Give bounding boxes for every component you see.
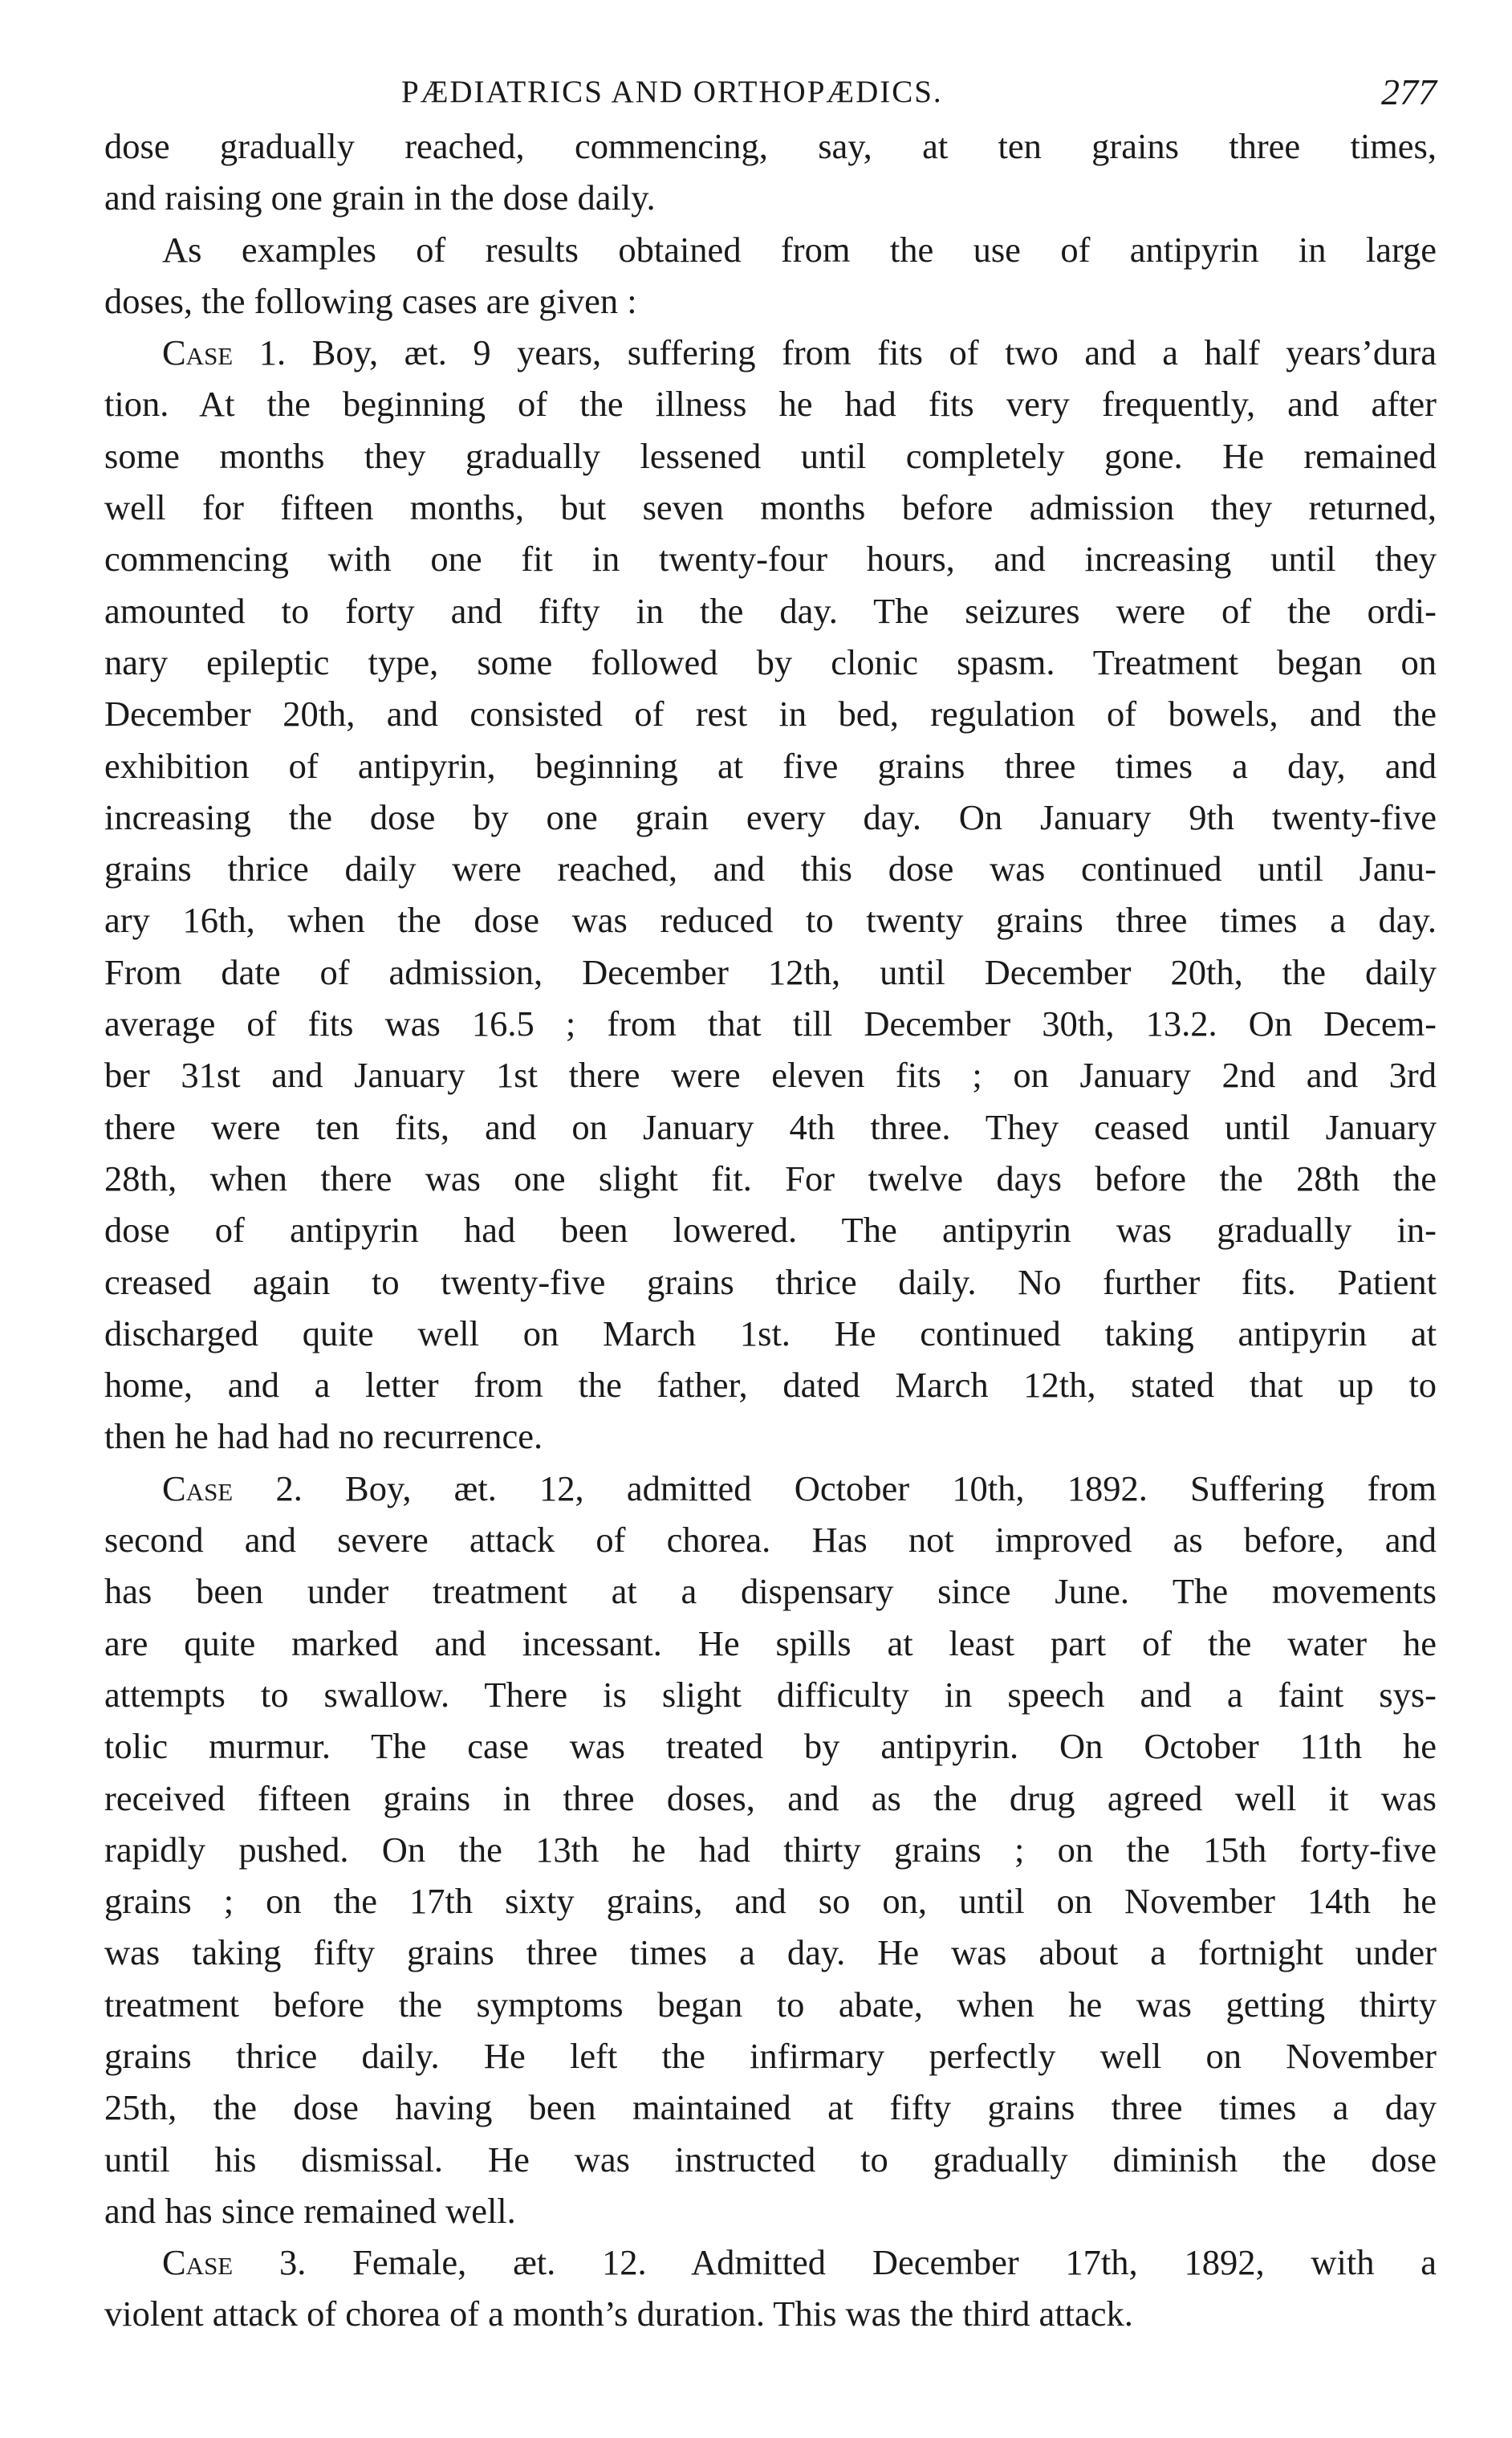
running-title: PÆDIATRICS AND ORTHOPÆDICS. bbox=[401, 75, 943, 109]
text-line bbox=[104, 792, 1437, 843]
line-text: some months they gradually lessened until completely gone. He remained bbox=[104, 435, 1437, 476]
text-line bbox=[104, 1824, 1437, 1875]
text-line bbox=[104, 2082, 1437, 2133]
page-number: 277 bbox=[1381, 71, 1437, 112]
text-line bbox=[104, 1669, 1437, 1720]
line-text: attempts to swallow. There is slight difficulty in speech and a faint sys- bbox=[104, 1674, 1437, 1715]
text-line bbox=[104, 482, 1437, 533]
line-text: and has since remained well. bbox=[104, 2190, 516, 2231]
book-page bbox=[104, 0, 1437, 2340]
text-line bbox=[104, 533, 1437, 584]
case-label: Case 1. bbox=[162, 332, 287, 373]
line-text: From date of admission, December 12th, until December 20th, the daily bbox=[104, 951, 1437, 992]
line-text: 28th, when there was one slight fit. For twelve days before the 28th the bbox=[104, 1158, 1437, 1199]
text-line bbox=[104, 1153, 1437, 1204]
text-line bbox=[104, 1308, 1437, 1359]
text-line bbox=[104, 894, 1437, 946]
text-line bbox=[104, 2134, 1437, 2185]
line-text: violent attack of chorea of a month’s duration. This was the third attack. bbox=[104, 2294, 1133, 2334]
line-text: second and severe attack of chorea. Has not improved as before, and bbox=[104, 1520, 1437, 1561]
text-line bbox=[104, 1927, 1437, 1978]
line-text: tion. At the beginning of the illness he had fits very frequently, and after bbox=[104, 384, 1437, 425]
text-line bbox=[104, 172, 1437, 223]
text-line bbox=[104, 1979, 1437, 2030]
line-text: amounted to forty and fifty in the day. The seizures were of the ordi- bbox=[104, 590, 1437, 631]
text-line bbox=[104, 998, 1437, 1049]
line-text: tolic murmur. The case was treated by antipyrin. On October 11th he bbox=[104, 1726, 1437, 1767]
line-text: dose gradually reached, commencing, say, at ten grains three times, bbox=[104, 126, 1437, 166]
text-line bbox=[104, 378, 1437, 429]
text-line bbox=[104, 1359, 1437, 1410]
text-line bbox=[104, 275, 1437, 327]
line-text: was taking fifty grains three times a day. He was about a fortnight under bbox=[104, 1932, 1437, 1973]
line-text: there were ten fits, and on January 4th three. They ceased until January bbox=[104, 1106, 1437, 1147]
line-text: exhibition of antipyrin, beginning at five grains three times a day, and bbox=[104, 745, 1437, 786]
text-line bbox=[104, 1101, 1437, 1153]
text-line bbox=[104, 740, 1437, 792]
text-line bbox=[104, 224, 1437, 275]
text-line bbox=[104, 2237, 1437, 2288]
line-text: grains thrice daily were reached, and this dose was continued until Janu- bbox=[104, 849, 1437, 889]
line-text: then he had had no recurrence. bbox=[104, 1416, 543, 1457]
text-line bbox=[104, 1204, 1437, 1256]
line-text: rapidly pushed. On the 13th he had thirty grains ; on the 15th forty-five bbox=[104, 1829, 1437, 1870]
text-line bbox=[104, 1256, 1437, 1308]
line-text: Boy, æt. 12, admitted October 10th, 1892. Suffering from bbox=[302, 1467, 1437, 1508]
text-line bbox=[104, 1049, 1437, 1101]
line-text: average of fits was 16.5 ; from that till December 30th, 13.2. On Decem- bbox=[104, 1003, 1437, 1044]
text-line bbox=[104, 1720, 1437, 1772]
line-text: received fifteen grains in three doses, and as the drug agreed well it was bbox=[104, 1777, 1437, 1818]
line-text: nary epileptic type, some followed by clonic spasm. Treatment began on bbox=[104, 641, 1437, 682]
text-line bbox=[104, 430, 1437, 482]
line-text: ary 16th, when the dose was reduced to twenty grains three times a day. bbox=[104, 900, 1437, 941]
text-line bbox=[104, 1463, 1437, 1514]
line-text: well for fifteen months, but seven months before admission they returned, bbox=[104, 487, 1437, 528]
line-text: treatment before the symptoms began to abate, when he was getting thirty bbox=[104, 1984, 1437, 2025]
text-line bbox=[104, 1875, 1437, 1927]
line-text: home, and a letter from the father, dated March 12th, stated that up to bbox=[104, 1365, 1437, 1406]
line-text: increasing the dose by one grain every day. On January 9th twenty-five bbox=[104, 796, 1437, 837]
line-text: grains thrice daily. He left the infirmary perfectly well on November bbox=[104, 2035, 1437, 2076]
text-line bbox=[104, 1565, 1437, 1617]
text-line bbox=[104, 1773, 1437, 1824]
line-text: 25th, the dose having been maintained at fifty grains three times a day bbox=[104, 2087, 1437, 2128]
text-line bbox=[104, 2185, 1437, 2237]
line-text: December 20th, and consisted of rest in bed, regulation of bowels, and the bbox=[104, 694, 1437, 735]
text-line bbox=[104, 946, 1437, 998]
text-line bbox=[104, 585, 1437, 637]
text-line bbox=[104, 1410, 1437, 1462]
text-line bbox=[104, 637, 1437, 688]
line-text: grains ; on the 17th sixty grains, and so on, until on November 14th he bbox=[104, 1881, 1437, 1922]
text-line bbox=[104, 843, 1437, 894]
running-head bbox=[104, 0, 1437, 120]
body-text bbox=[104, 120, 1437, 2340]
text-line bbox=[104, 2030, 1437, 2082]
line-text: has been under treatment at a dispensary since June. The movements bbox=[104, 1571, 1437, 1612]
text-line bbox=[104, 327, 1437, 378]
case-label: Case 2. bbox=[162, 1467, 303, 1508]
line-text: discharged quite well on March 1st. He continued taking antipyrin at bbox=[104, 1313, 1437, 1353]
line-text: Boy, æt. 9 years, suffering from fits of two and a half years’dura bbox=[286, 332, 1437, 373]
line-text: doses, the following cases are given : bbox=[104, 280, 637, 321]
text-line bbox=[104, 1618, 1437, 1669]
line-text: dose of antipyrin had been lowered. The antipyrin was gradually in- bbox=[104, 1210, 1437, 1251]
line-text: ber 31st and January 1st there were eleven fits ; on January 2nd and 3rd bbox=[104, 1055, 1437, 1096]
case-label: Case 3. bbox=[162, 2242, 307, 2283]
text-line bbox=[104, 688, 1437, 739]
line-text: Female, æt. 12. Admitted December 17th, 1892, with a bbox=[306, 2242, 1437, 2283]
line-text: and raising one grain in the dose daily. bbox=[104, 177, 656, 218]
line-text: are quite marked and incessant. He spills at least part of the water he bbox=[104, 1622, 1437, 1663]
text-line bbox=[104, 2288, 1437, 2339]
line-text: commencing with one fit in twenty-four hours, and increasing until they bbox=[104, 539, 1437, 580]
line-text: creased again to twenty-five grains thrice daily. No further fits. Patient bbox=[104, 1261, 1437, 1302]
text-line bbox=[104, 1514, 1437, 1565]
text-line bbox=[104, 120, 1437, 172]
line-text: As examples of results obtained from the use of antipyrin in large bbox=[162, 229, 1437, 270]
line-text: until his dismissal. He was instructed to gradually diminish the dose bbox=[104, 2139, 1437, 2180]
